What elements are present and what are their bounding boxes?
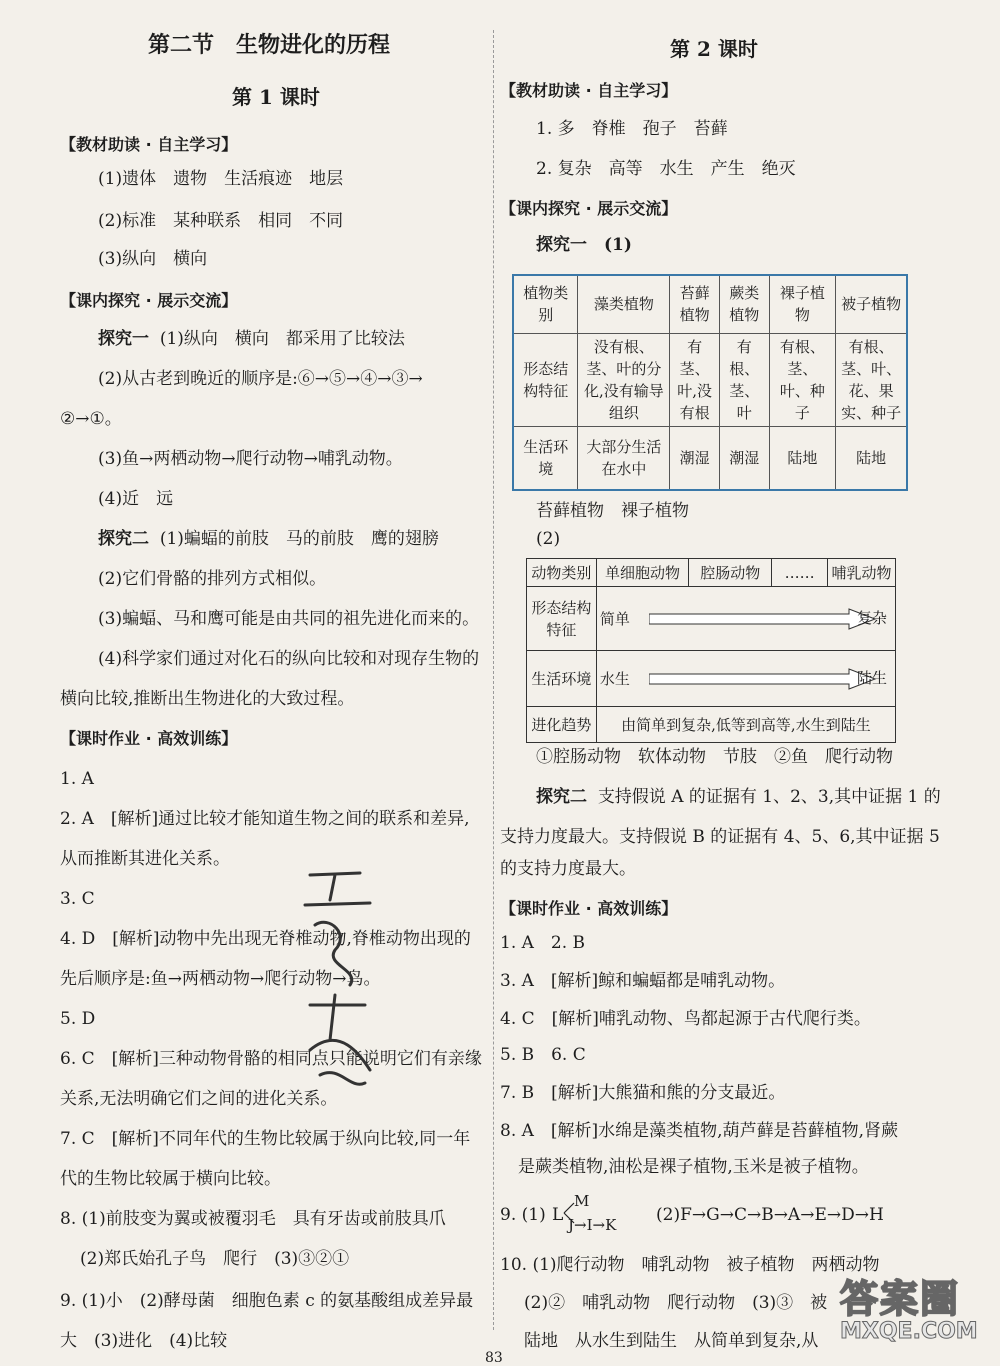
animal-evolution-table [526, 558, 896, 743]
phylogeny-answer [500, 1192, 980, 1236]
answer-line: 先后顺序是:鱼→两栖动物→爬行动物→鸟。 [60, 969, 381, 989]
answer-line: 代的生物比较属于横向比较。 [60, 1169, 281, 1189]
answer-line [98, 528, 439, 550]
column-divider [493, 30, 494, 1330]
answer-line: 6. C [解析]三种动物骨骼的相同点只能说明它们有亲缘 [60, 1049, 482, 1069]
arrow-end-label: 陆生 [856, 669, 887, 687]
answer-line: 2. 复杂 高等 水生 产生 绝灭 [536, 159, 796, 179]
table-cell: 有根、茎、叶、花、果实、种子 [836, 333, 907, 426]
answer-line [98, 328, 405, 350]
arrow-end-label: 复杂 [856, 609, 887, 627]
arrow-icon [649, 668, 879, 690]
handwriting-scribble [290, 855, 390, 1095]
table-cell: 由简单到复杂,低等到高等,水生到陆生 [596, 707, 895, 743]
answer-line: (4)科学家们通过对化石的纵向比较和对现存生物的 [98, 649, 480, 669]
table-header-cell: …… [772, 559, 828, 587]
answer-line: 8. (1)前肢变为翼或被覆羽毛 具有牙齿或前肢具爪 [60, 1209, 446, 1229]
table-cell: 有根、茎、叶 [719, 333, 769, 426]
table-cell: 陆地 [769, 426, 836, 490]
branch-icon [562, 1200, 576, 1226]
tree-node: J→I→K [568, 1216, 617, 1234]
answer-line: 8. A [解析]水绵是藻类植物,葫芦藓是苔藓植物,肾蕨 [500, 1121, 898, 1141]
table-arrow-cell [596, 587, 895, 651]
section-header: 【课时作业 · 高效训练】 [60, 729, 238, 748]
section-header: 【教材助读 · 自主学习】 [60, 135, 238, 154]
table-arrow-cell [596, 651, 895, 707]
answer-line: 横向比较,推断出生物进化的大致过程。 [60, 689, 355, 709]
table-header-cell: 苔藓植物 [670, 275, 720, 333]
explore-label: 探究一 (1) [536, 235, 632, 255]
watermark-text: 答案圈 [840, 1277, 961, 1321]
answer-text: 9. (1) [500, 1205, 546, 1225]
table-cell: 潮湿 [670, 426, 720, 490]
table-row-label: 生活环境 [527, 651, 597, 707]
answer-line: 苔藓植物 裸子植物 [536, 501, 689, 521]
answer-line: (3)鱼→两栖动物→爬行动物→哺乳动物。 [98, 449, 403, 469]
table-row-label: 形态结构特征 [513, 333, 578, 426]
table-row-label: 形态结构特征 [527, 587, 597, 651]
answer-line: (2)郑氏始孔子鸟 爬行 (3)③②① [80, 1249, 350, 1269]
arrow-start-label: 水生 [599, 669, 630, 688]
table-header-cell: 腔肠动物 [689, 559, 772, 587]
answer-line: 4. D [解析]动物中先出现无脊椎动物,脊椎动物出现的 [60, 929, 471, 949]
table-header-cell: 蕨类植物 [719, 275, 769, 333]
watermark-url: MXQE.COM [840, 1319, 978, 1344]
answer-line: 10. (1)爬行动物 哺乳动物 被子植物 两栖动物 [500, 1255, 880, 1275]
table-cell: 大部分生活在水中 [578, 426, 670, 490]
explore-label: 探究一 [98, 329, 149, 349]
tree-node: M [574, 1192, 590, 1210]
answer-line: 1. A 2. B [500, 933, 586, 953]
table-header-cell: 哺乳动物 [828, 559, 896, 587]
table-header-cell: 单细胞动物 [596, 559, 688, 587]
answer-line: 5. D [60, 1009, 96, 1029]
answer-line: (4)近 远 [98, 489, 174, 509]
answer-line: 9. (1)小 (2)酵母菌 细胞色素 c 的氨基酸组成差异最 [60, 1291, 474, 1311]
section-header: 【课内探究 · 展示交流】 [500, 199, 678, 218]
watermark-logo [840, 1268, 978, 1344]
table-header-cell: 动物类别 [527, 559, 597, 587]
answer-line: 7. B [解析]大熊猫和熊的分支最近。 [500, 1083, 786, 1103]
answer-text: (1)纵向 横向 都采用了比较法 [159, 329, 405, 349]
explore-label: 探究二 [536, 787, 587, 807]
explore-label: 探究二 [98, 529, 149, 549]
table-row-label: 生活环境 [513, 426, 578, 490]
plant-classification-table [512, 274, 908, 491]
table-cell: 有根、茎、叶、种子 [769, 333, 836, 426]
table-header-cell: 裸子植物 [769, 275, 836, 333]
answer-line: (2)它们骨骼的排列方式相似。 [98, 569, 327, 589]
lesson-title: 第 1 课时 [232, 85, 320, 109]
section-header: 【课时作业 · 高效训练】 [500, 899, 678, 918]
answer-line: 大 (3)进化 (4)比较 [60, 1331, 228, 1351]
answer-line: 关系,无法明确它们之间的进化关系。 [60, 1089, 338, 1109]
tree-node: L [552, 1205, 564, 1225]
answer-line: 是蕨类植物,油松是裸子植物,玉米是被子植物。 [518, 1157, 869, 1177]
answer-line: ②→①。 [60, 409, 122, 429]
section-header: 【课内探究 · 展示交流】 [60, 291, 238, 310]
table-cell: 潮湿 [719, 426, 769, 490]
table-cell: 陆地 [836, 426, 907, 490]
answer-line: (2)标准 某种联系 相同 不同 [98, 211, 344, 231]
answer-line: (1)遗体 遗物 生活痕迹 地层 [98, 169, 344, 189]
lesson-title: 第 2 课时 [670, 37, 758, 61]
answer-line: 5. B 6. C [500, 1045, 586, 1065]
page-number: 83 [485, 1350, 503, 1366]
answer-text: (2)F→G→C→B→A→E→D→H [656, 1205, 884, 1225]
arrow-start-label: 简单 [599, 609, 630, 628]
answer-line: 3. C [60, 889, 95, 909]
answer-line: (2) [536, 529, 561, 549]
answer-line: (3)蝙蝠、马和鹰可能是由共同的祖先进化而来的。 [98, 609, 480, 629]
answer-line: 1. 多 脊椎 孢子 苔藓 [536, 119, 728, 139]
table-header-cell: 植物类别 [513, 275, 578, 333]
answer-line: (2)从古老到晚近的顺序是:⑥→⑤→④→③→ [98, 369, 423, 389]
answer-line: 支持力度最大。支持假说 B 的证据有 4、5、6,其中证据 5 [500, 827, 940, 847]
table-cell: 没有根、茎、叶的分化,没有输导组织 [578, 333, 670, 426]
answer-line: (3)纵向 横向 [98, 249, 208, 269]
answer-line: 4. C [解析]哺乳动物、鸟都起源于古代爬行类。 [500, 1009, 871, 1029]
answer-line: 陆地 从水生到陆生 从简单到复杂,从 [524, 1331, 819, 1351]
answer-line: 2. A [解析]通过比较才能知道生物之间的联系和差异, [60, 809, 470, 829]
answer-line: 1. A [60, 769, 94, 789]
answer-text: (1)蝙蝠的前肢 马的前肢 鹰的翅膀 [159, 529, 439, 549]
answer-text: 支持假说 A 的证据有 1、2、3,其中证据 1 的 [597, 787, 941, 807]
arrow-icon [649, 608, 879, 630]
section-header: 【教材助读 · 自主学习】 [500, 81, 678, 100]
table-header-cell: 被子植物 [836, 275, 907, 333]
answer-line: ①腔肠动物 软体动物 节肢 ②鱼 爬行动物 [536, 747, 893, 767]
answer-line: 的支持力度最大。 [500, 859, 636, 879]
table-cell: 有茎、叶,没有根 [670, 333, 720, 426]
answer-line: 3. A [解析]鲸和蝙蝠都是哺乳动物。 [500, 971, 786, 991]
answer-line: 7. C [解析]不同年代的生物比较属于纵向比较,同一年 [60, 1129, 471, 1149]
answer-line: 从而推断其进化关系。 [60, 849, 230, 869]
answer-line [536, 786, 941, 808]
table-row-label: 进化趋势 [527, 707, 597, 743]
answer-line: (2)② 哺乳动物 爬行动物 (3)③ 被 [524, 1293, 828, 1313]
section-title: 第二节 生物进化的历程 [148, 32, 391, 58]
table-header-cell: 藻类植物 [578, 275, 670, 333]
